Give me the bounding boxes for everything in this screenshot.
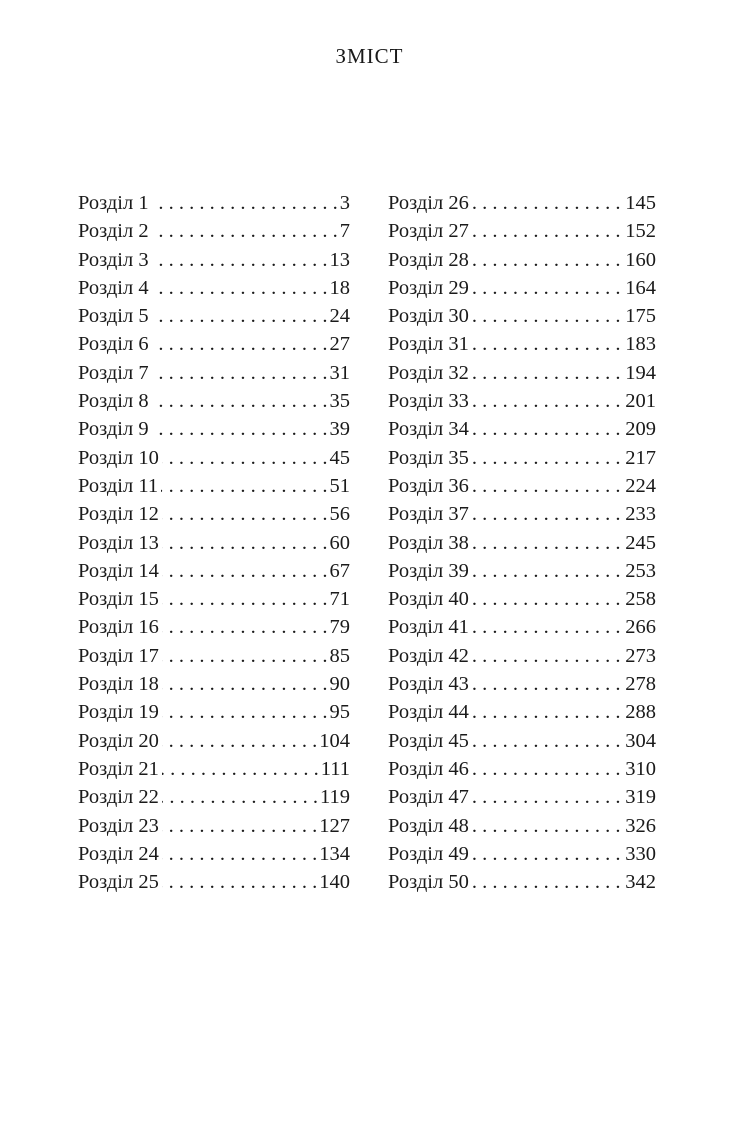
dot-leader: [472, 613, 623, 641]
chapter-label: Розділ 10: [78, 446, 159, 469]
toc-entry[interactable]: [388, 274, 656, 302]
toc-entry[interactable]: [78, 359, 350, 387]
toc-entry[interactable]: [78, 274, 350, 302]
dot-leader: [472, 727, 623, 755]
dot-leader: [472, 274, 623, 302]
chapter-label: Розділ 29: [388, 276, 469, 299]
chapter-label: Розділ 22: [78, 786, 159, 809]
dot-leader: [152, 217, 338, 245]
toc-entry[interactable]: [78, 783, 350, 811]
toc-entry[interactable]: [388, 698, 656, 726]
toc-entry[interactable]: [78, 698, 350, 726]
dot-leader: [472, 670, 623, 698]
page-number: 319: [625, 786, 656, 809]
page-number: 95: [329, 701, 350, 724]
dot-leader: [161, 472, 327, 500]
dot-leader: [152, 302, 328, 330]
page-number: 209: [625, 418, 656, 441]
toc-entry[interactable]: [78, 500, 350, 528]
toc-entry[interactable]: [388, 812, 656, 840]
dot-leader: [472, 585, 623, 613]
toc-entry[interactable]: [388, 642, 656, 670]
chapter-label: Розділ 38: [388, 531, 469, 554]
chapter-label: Розділ 7: [78, 361, 149, 384]
toc-right-column: [388, 189, 656, 896]
chapter-label: Розділ 36: [388, 474, 469, 497]
toc-entry[interactable]: [78, 189, 350, 217]
dot-leader: [472, 557, 623, 585]
toc-entry[interactable]: [388, 585, 656, 613]
dot-leader: [472, 698, 623, 726]
page-number: 24: [329, 305, 350, 328]
chapter-label: Розділ 12: [78, 503, 159, 526]
toc-entry[interactable]: [388, 444, 656, 472]
dot-leader: [162, 529, 328, 557]
chapter-label: Розділ 13: [78, 531, 159, 554]
page-number: 175: [625, 305, 656, 328]
dot-leader: [162, 500, 328, 528]
toc-entry[interactable]: [388, 783, 656, 811]
dot-leader: [162, 698, 328, 726]
chapter-label: Розділ 15: [78, 588, 159, 611]
chapter-label: Розділ 14: [78, 559, 159, 582]
dot-leader: [472, 500, 623, 528]
toc-entry[interactable]: [388, 557, 656, 585]
toc-entry[interactable]: [78, 868, 350, 896]
toc-entry[interactable]: [388, 472, 656, 500]
page-number: 39: [329, 418, 350, 441]
page-number: 56: [329, 503, 350, 526]
page-number: 245: [625, 531, 656, 554]
dot-leader: [472, 783, 623, 811]
chapter-label: Розділ 49: [388, 842, 469, 865]
page-number: 13: [329, 248, 350, 271]
dot-leader: [472, 359, 623, 387]
dot-leader: [472, 302, 623, 330]
toc-entry[interactable]: [78, 727, 350, 755]
dot-leader: [472, 642, 623, 670]
chapter-label: Розділ 46: [388, 757, 469, 780]
toc-left-column: [78, 189, 350, 896]
dot-leader: [162, 642, 328, 670]
dot-leader: [472, 840, 623, 868]
dot-leader: [152, 189, 338, 217]
page-number: 60: [329, 531, 350, 554]
page-number: 35: [329, 390, 350, 413]
page-number: 104: [319, 729, 350, 752]
toc-entry[interactable]: [78, 302, 350, 330]
chapter-label: Розділ 45: [388, 729, 469, 752]
chapter-label: Розділ 50: [388, 871, 469, 894]
chapter-label: Розділ 23: [78, 814, 159, 837]
dot-leader: [152, 415, 328, 443]
toc-entry[interactable]: [78, 613, 350, 641]
chapter-label: Розділ 35: [388, 446, 469, 469]
toc-entry[interactable]: [388, 387, 656, 415]
toc-entry[interactable]: [78, 387, 350, 415]
toc-entry[interactable]: [78, 755, 350, 783]
toc-entry[interactable]: [388, 670, 656, 698]
page-number: 7: [339, 220, 350, 243]
page-number: 288: [625, 701, 656, 724]
chapter-label: Розділ 27: [388, 220, 469, 243]
page-number: 224: [625, 474, 656, 497]
page-number: 111: [320, 757, 350, 780]
dot-leader: [472, 415, 623, 443]
dot-leader: [472, 330, 623, 358]
dot-leader: [162, 755, 319, 783]
chapter-label: Розділ 32: [388, 361, 469, 384]
dot-leader: [162, 783, 318, 811]
dot-leader: [472, 444, 623, 472]
dot-leader: [472, 868, 623, 896]
toc-entry[interactable]: [388, 359, 656, 387]
chapter-label: Розділ 21: [78, 757, 159, 780]
toc-entry[interactable]: [388, 415, 656, 443]
dot-leader: [152, 330, 328, 358]
toc-entry[interactable]: [388, 246, 656, 274]
dot-leader: [152, 359, 328, 387]
toc-entry[interactable]: [78, 472, 350, 500]
dot-leader: [162, 613, 328, 641]
page-number: 304: [625, 729, 656, 752]
page-number: 145: [625, 192, 656, 214]
toc-entry[interactable]: [388, 330, 656, 358]
toc-entry[interactable]: [388, 302, 656, 330]
chapter-label: Розділ 25: [78, 871, 159, 894]
toc-entry[interactable]: [388, 217, 656, 245]
dot-leader: [472, 529, 623, 557]
chapter-label: Розділ 18: [78, 673, 159, 696]
page-number: 253: [625, 559, 656, 582]
chapter-label: Розділ 3: [78, 248, 149, 271]
chapter-label: Розділ 16: [78, 616, 159, 639]
chapter-label: Розділ 2: [78, 220, 149, 243]
page-title: ЗМІСТ: [335, 44, 404, 68]
dot-leader: [472, 246, 623, 274]
toc-entry[interactable]: [388, 189, 656, 217]
dot-leader: [162, 670, 328, 698]
toc-entry[interactable]: [388, 613, 656, 641]
chapter-label: Розділ 41: [388, 616, 469, 639]
chapter-label: Розділ 26: [388, 192, 469, 214]
toc-entry[interactable]: [388, 727, 656, 755]
page-number: 119: [320, 786, 350, 809]
chapter-label: Розділ 44: [388, 701, 469, 724]
page-number: 164: [625, 276, 656, 299]
dot-leader: [162, 727, 317, 755]
dot-leader: [472, 812, 623, 840]
chapter-label: Розділ 30: [388, 305, 469, 328]
chapter-label: Розділ 6: [78, 333, 149, 356]
page-number: 85: [329, 644, 350, 667]
toc-entry[interactable]: [78, 246, 350, 274]
page-number: 201: [625, 390, 656, 413]
toc-entry[interactable]: [78, 812, 350, 840]
toc-entry[interactable]: [78, 415, 350, 443]
page-number: 273: [625, 644, 656, 667]
page-number: 342: [625, 871, 656, 894]
chapter-label: Розділ 43: [388, 673, 469, 696]
page-number: 79: [329, 616, 350, 639]
chapter-label: Розділ 24: [78, 842, 159, 865]
toc-entry[interactable]: [78, 585, 350, 613]
chapter-label: Розділ 17: [78, 644, 159, 667]
chapter-label: Розділ 42: [388, 644, 469, 667]
page-number: 330: [625, 842, 656, 865]
chapter-label: Розділ 31: [388, 333, 469, 356]
page-number: 217: [625, 446, 656, 469]
toc-entry[interactable]: [78, 642, 350, 670]
page-number: 233: [625, 503, 656, 526]
page-number: 71: [329, 588, 350, 611]
toc-entry[interactable]: [78, 670, 350, 698]
dot-leader: [472, 189, 623, 217]
dot-leader: [162, 840, 317, 868]
page-number: 67: [329, 559, 350, 582]
page-number: 194: [625, 361, 656, 384]
chapter-label: Розділ 37: [388, 503, 469, 526]
page-number: 258: [625, 588, 656, 611]
page-number: 45: [329, 446, 350, 469]
page-number: 278: [625, 673, 656, 696]
page-number: 51: [329, 474, 350, 497]
page-number: 90: [329, 673, 350, 696]
dot-leader: [152, 246, 328, 274]
page-number: 134: [319, 842, 350, 865]
toc-entry[interactable]: [388, 840, 656, 868]
dot-leader: [152, 274, 328, 302]
toc-entry[interactable]: [388, 868, 656, 896]
chapter-label: Розділ 19: [78, 701, 159, 724]
toc-entry[interactable]: [78, 444, 350, 472]
toc-entry[interactable]: [78, 217, 350, 245]
dot-leader: [162, 557, 328, 585]
page-number: 127: [319, 814, 350, 837]
page-number: 160: [625, 248, 656, 271]
page-number: 31: [329, 361, 350, 384]
chapter-label: Розділ 47: [388, 786, 469, 809]
chapter-label: Розділ 40: [388, 588, 469, 611]
dot-leader: [472, 755, 623, 783]
dot-leader: [472, 387, 623, 415]
toc-entry[interactable]: [78, 529, 350, 557]
page-number: 27: [329, 333, 350, 356]
toc-entry[interactable]: [388, 529, 656, 557]
toc-entry[interactable]: [388, 755, 656, 783]
chapter-label: Розділ 34: [388, 418, 469, 441]
page-number: 18: [329, 276, 350, 299]
toc-entry[interactable]: [78, 557, 350, 585]
chapter-label: Розділ 1: [78, 192, 149, 214]
toc-entry[interactable]: [78, 330, 350, 358]
chapter-label: Розділ 48: [388, 814, 469, 837]
chapter-label: Розділ 33: [388, 390, 469, 413]
chapter-label: Розділ 28: [388, 248, 469, 271]
chapter-label: Розділ 8: [78, 390, 149, 413]
page-number: 183: [625, 333, 656, 356]
page-number: 152: [625, 220, 656, 243]
chapter-label: Розділ 4: [78, 276, 149, 299]
page-number: 266: [625, 616, 656, 639]
dot-leader: [472, 217, 623, 245]
dot-leader: [162, 812, 317, 840]
dot-leader: [152, 387, 328, 415]
dot-leader: [162, 444, 328, 472]
page-number: 3: [339, 192, 350, 214]
chapter-label: Розділ 9: [78, 418, 149, 441]
chapter-label: Розділ 20: [78, 729, 159, 752]
toc-entry[interactable]: [388, 500, 656, 528]
toc-entry[interactable]: [78, 840, 350, 868]
page-number: 140: [319, 871, 350, 894]
page-number: 326: [625, 814, 656, 837]
dot-leader: [162, 868, 317, 896]
dot-leader: [162, 585, 328, 613]
dot-leader: [472, 472, 623, 500]
chapter-label: Розділ 11: [78, 474, 159, 497]
chapter-label: Розділ 39: [388, 559, 469, 582]
chapter-label: Розділ 5: [78, 305, 149, 328]
page-number: 310: [625, 757, 656, 780]
